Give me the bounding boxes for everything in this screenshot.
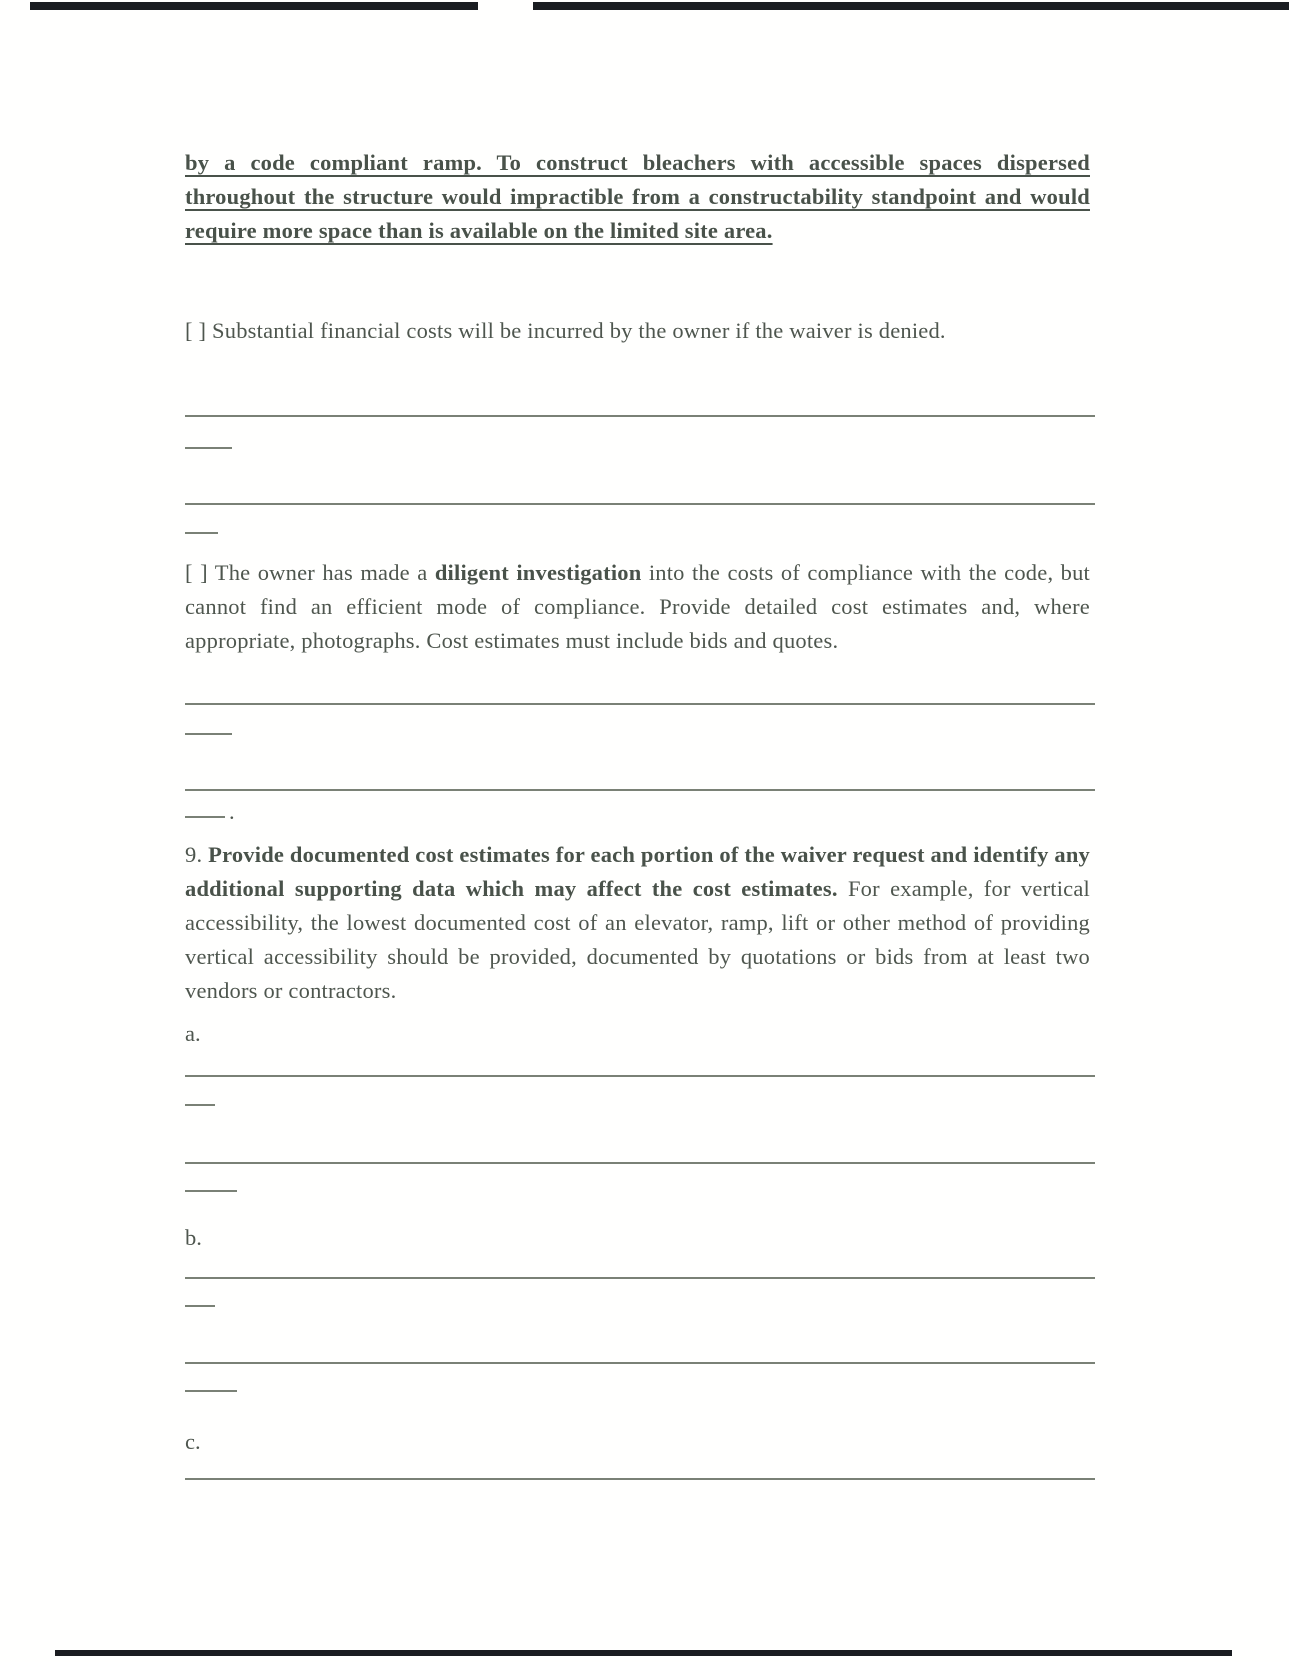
answer-line-long[interactable] — [185, 1277, 1095, 1279]
option-diligent-investigation — [185, 556, 1090, 658]
answer-line-long[interactable] — [185, 789, 1095, 791]
answer-line-long[interactable] — [185, 1478, 1095, 1480]
answer-line-short[interactable] — [185, 816, 225, 818]
list-label-c: c. — [185, 1429, 201, 1454]
item-9-paragraph — [185, 838, 1090, 1008]
financial-costs-checkbox[interactable]: [ ] — [185, 318, 207, 343]
item-9-number: 9. — [185, 842, 203, 867]
heading-continuation-paragraph: by a code compliant ramp. To construct bleachers with accessible spaces dispersed throughout the structure would impractible from a constructability standpoint and would require more space than is available on the limited site area. — [185, 150, 1090, 243]
answer-line-period: . — [229, 799, 235, 824]
answer-line-long[interactable] — [185, 503, 1095, 505]
option-diligent-text-before: The owner has made a — [207, 560, 435, 585]
scan-artifact-top-bar-right — [533, 2, 1289, 10]
answer-line-long[interactable] — [185, 1075, 1095, 1077]
answer-line-short[interactable] — [185, 447, 232, 449]
item-9-bold-text: Provide documented cost estimates for each portion of the waiver request and identify any additional supporting data which may affect the cost estimates. — [185, 842, 1090, 901]
diligent-investigation-checkbox[interactable]: [ ] — [185, 560, 208, 585]
option-diligent-text-after: into the costs of compliance with the code, but cannot find an efficient mode of compliance. Provide detailed cost estimates and, where appropriate, photographs. Cost estimates must include bids and quotes. — [185, 560, 1091, 653]
option-financial-costs — [185, 314, 1090, 348]
scan-artifact-top-bar-left — [30, 2, 478, 10]
answer-line-long[interactable] — [185, 1362, 1095, 1364]
list-label-b: b. — [185, 1225, 202, 1250]
option-financial-costs-text: Substantial financial costs will be incurred by the owner if the waiver is denied. — [206, 318, 946, 343]
answer-line-short[interactable] — [185, 733, 232, 735]
answer-line-short[interactable] — [185, 1390, 237, 1392]
answer-line-short[interactable] — [185, 1104, 215, 1106]
item-9-normal-text: For example, for vertical accessibility, the lowest documented cost of an elevator, ramp, lift or other method of providing vertical accessibility should be provided, documented by quotations or bids from at least two vendors or contractors. — [185, 876, 1090, 1003]
answer-line-long[interactable] — [185, 703, 1095, 705]
scan-artifact-bottom-bar — [55, 1650, 1232, 1656]
option-diligent-bold-phrase: diligent investigation — [434, 560, 642, 585]
answer-line-short[interactable] — [185, 1190, 237, 1192]
answer-line-short[interactable] — [185, 1305, 215, 1307]
answer-line-short[interactable] — [185, 532, 218, 534]
list-label-a: a. — [185, 1021, 201, 1046]
answer-line-long[interactable] — [185, 1162, 1095, 1164]
answer-line-long[interactable] — [185, 415, 1095, 417]
